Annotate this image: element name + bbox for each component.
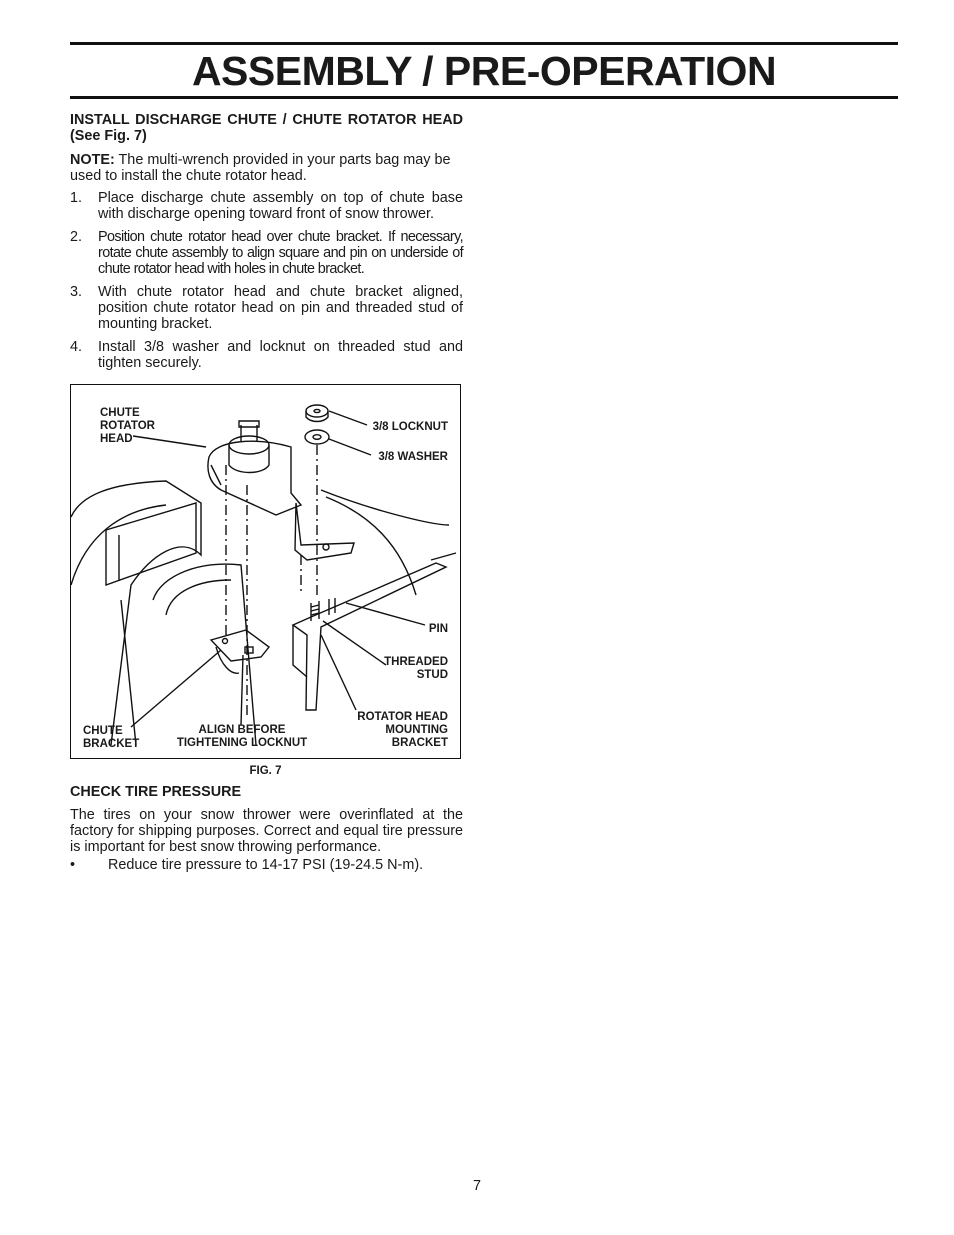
section-body: The tires on your snow thrower were overinflated at the factory for shipping purposes. Correct and equal tire pressure is important for best snow throwing performance. [70, 807, 463, 855]
leader-pin [346, 603, 425, 625]
figure-7 [70, 384, 461, 759]
step-number: 2. [70, 229, 83, 245]
step-text: Install 3/8 washer and locknut on threaded stud and tighten securely. [98, 339, 463, 371]
note-text: The multi-wrench provided in your parts bag may be used to install the chute rotator head. [70, 152, 451, 184]
section-heading: INSTALL DISCHARGE CHUTE / CHUTE ROTATOR HEAD (See Fig. 7) [70, 112, 463, 144]
label-align-before: ALIGN BEFORE TIGHTENING LOCKNUT [176, 724, 308, 749]
label-pin: PIN [428, 623, 448, 635]
washer-shape [305, 430, 329, 444]
label-threaded-stud: THREADED STUD [384, 656, 448, 681]
leader-align-before [241, 655, 243, 725]
bullet-text: Reduce tire pressure to 14-17 PSI (19-24.5 N-m). [108, 857, 424, 873]
step-text: Place discharge chute assembly on top of chute base with discharge opening toward front of snow thrower. [98, 190, 463, 222]
label-locknut: 3/8 LOCKNUT [372, 421, 448, 433]
note-label: NOTE: [70, 152, 115, 168]
page-title: ASSEMBLY / PRE-OPERATION [191, 48, 777, 94]
section-install-chute [70, 112, 463, 378]
steps-list [70, 190, 463, 371]
leader-mounting-bracket [321, 635, 356, 710]
mounting-bracket [293, 563, 446, 710]
bullet-item [70, 857, 463, 873]
section-check-tire-pressure [70, 784, 463, 873]
locknut-shape [306, 405, 328, 417]
step-number: 1. [70, 190, 83, 206]
step-item [70, 229, 463, 277]
page-number: 7 [472, 1178, 481, 1194]
leader-chute-bracket [131, 650, 221, 727]
step-item [70, 284, 463, 332]
step-item [70, 190, 463, 222]
rotator-lower-bracket [295, 503, 354, 560]
step-number: 3. [70, 284, 83, 300]
step-text: With chute rotator head and chute bracket aligned, position chute rotator head on pin and threaded stud of mounting bracket. [98, 284, 463, 332]
label-washer: 3/8 WASHER [378, 451, 448, 463]
figure-caption: FIG. 7 [249, 765, 282, 777]
label-rotator-head-mounting-bracket: ROTATOR HEAD MOUNTING BRACKET [357, 711, 448, 749]
step-item [70, 339, 463, 371]
step-number: 4. [70, 339, 83, 355]
section-heading: CHECK TIRE PRESSURE [70, 784, 242, 800]
bullet-symbol: • [70, 857, 76, 873]
header-rule-top [70, 42, 898, 45]
leader-locknut [329, 411, 367, 425]
rotator-head-stud [239, 421, 259, 441]
rotator-head-boss [229, 436, 269, 454]
leader-washer [329, 439, 371, 455]
cable [321, 490, 449, 525]
rotator-head-body [208, 441, 301, 515]
label-chute-bracket: CHUTE BRACKET [83, 725, 140, 750]
step-text: Position chute rotator head over chute bracket. If necessary, rotate chute assembly to align square and pin on underside of chute rotator head with holes in chute bracket. [98, 229, 463, 277]
header-rule-bottom [70, 96, 898, 99]
label-chute-rotator-head: CHUTE ROTATOR HEAD [100, 407, 155, 445]
note-paragraph [70, 152, 463, 184]
